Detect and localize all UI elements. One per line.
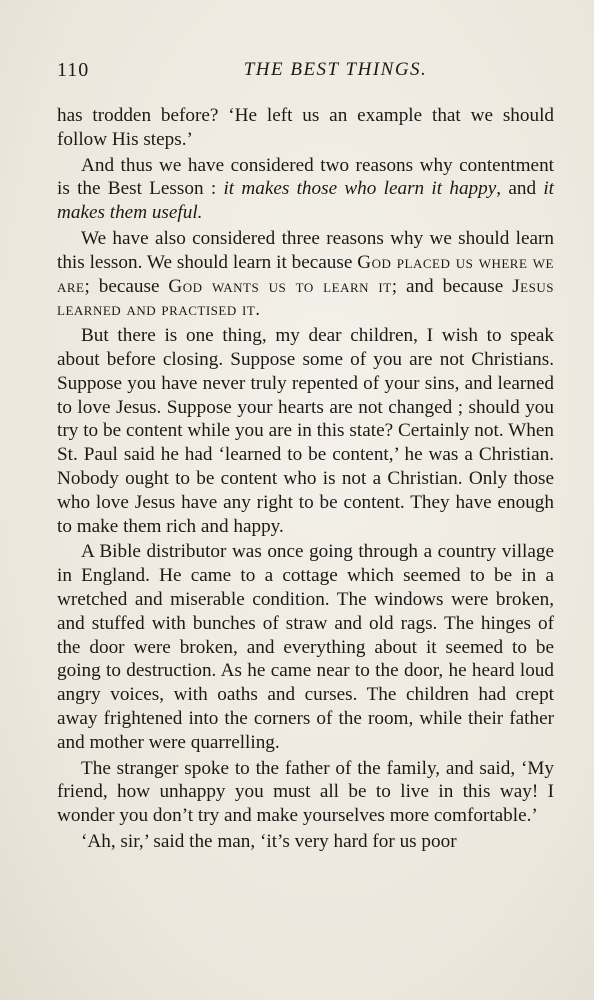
body-text bbox=[57, 104, 554, 856]
paragraph bbox=[57, 540, 554, 754]
text-run: We have also considered three reasons why we should learn this lesson. We should learn it because bbox=[57, 227, 554, 273]
text-run: ‘Ah, sir,’ said the man, ‘it’s very hard for us poor bbox=[81, 830, 457, 852]
text-run: A Bible distributor was once going through a country village in England. He came to a cottage which seemed to be in a wretched and miserable condition. The windows were broken, and stuffed with bunches of straw and old rags. The hinges of the door were broken, and everything about it seemed to be going to destruction. As he came near to the door, he heard loud angry voices, with oaths and curses. The children had crept away frightened into the corners of the room, while their father and mother were quarrelling. bbox=[57, 541, 554, 753]
text-run: The stranger spoke to the father of the family, and said, ‘My friend, how unhappy you must all be to live in this way! I wonder you don’t try and make yourselves more comfortable.’ bbox=[57, 757, 554, 827]
italic-text: it makes them useful. bbox=[57, 178, 554, 224]
text-run: has trodden before? ‘He left us an example that we should follow His steps.’ bbox=[57, 105, 554, 150]
text-run: ; and because bbox=[391, 275, 513, 297]
running-head: THE BEST THINGS. bbox=[243, 59, 428, 80]
text-run: But there is one thing, my dear children, I wish to speak about before closing. Suppose some of you are not Christians. Suppose you have never truly repented of your sins, and learned to love Jesus. Suppose your hearts are not changed ; should you try to be content while you are in this state? Certainly not. When St. Paul said he had ‘learned to be content,’ he was a Christian. Nobody ought to be content who is not a Christian. Only those who love Jesus have any right to be content. They have enough to make them rich and happy. bbox=[57, 325, 554, 537]
page-header bbox=[57, 59, 554, 87]
text-run: And thus we have considered two reasons why contentment is the Best Lesson : bbox=[57, 154, 554, 200]
small-caps-text: God wants us to learn it bbox=[168, 275, 392, 297]
italic-text: it makes those who learn it happy bbox=[223, 178, 497, 200]
page-number: 110 bbox=[57, 59, 90, 81]
paragraph bbox=[57, 757, 554, 828]
text-run: ; because bbox=[84, 275, 169, 297]
small-caps-text: God placed us where we are bbox=[57, 251, 554, 297]
paragraph bbox=[57, 104, 554, 152]
small-caps-text: Jesus learned and practised it. bbox=[57, 275, 554, 321]
paragraph bbox=[57, 324, 554, 538]
paragraph bbox=[57, 830, 554, 854]
paragraph bbox=[57, 154, 554, 225]
paragraph bbox=[57, 227, 554, 322]
text-run: , and bbox=[496, 178, 544, 200]
